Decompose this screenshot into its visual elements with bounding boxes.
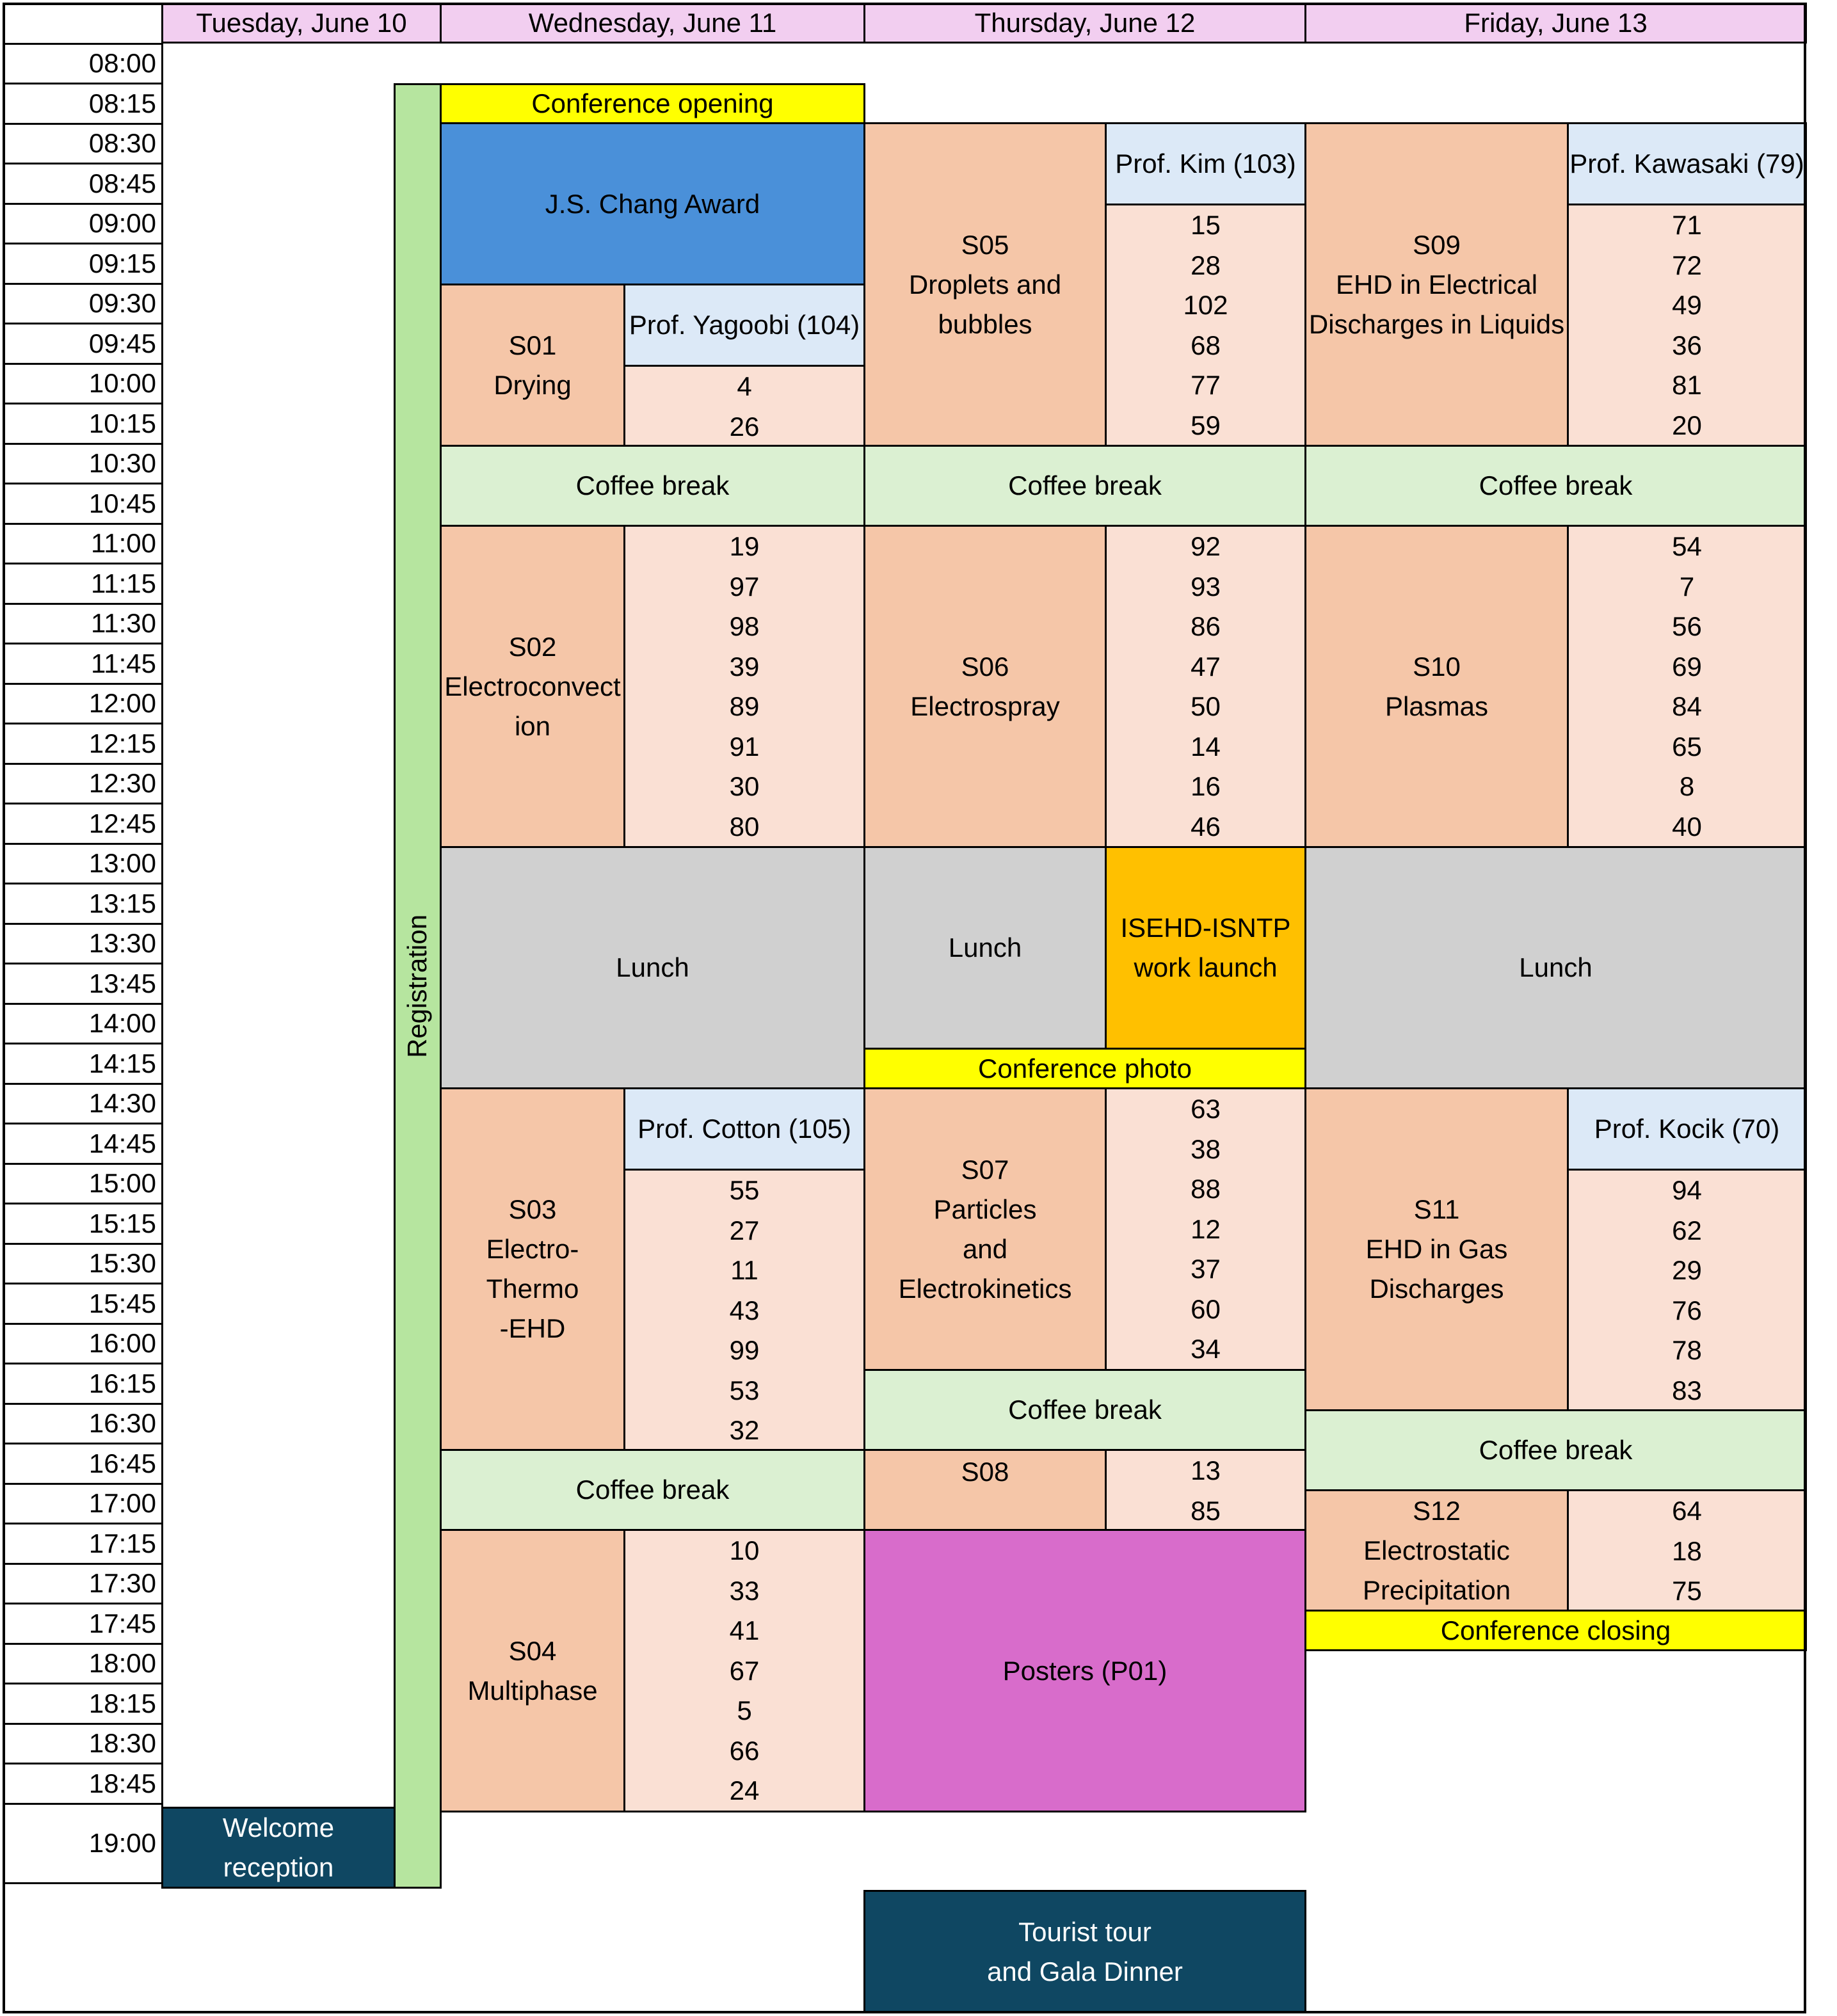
- line-item: Tourist tour: [1018, 1916, 1151, 1947]
- line-item: 98: [729, 611, 760, 641]
- line-item: 65: [1672, 731, 1702, 762]
- line-item: 7: [1679, 571, 1695, 602]
- conference-opening: Conference opening: [440, 83, 865, 124]
- chair-s11: Prof. Kocik (70): [1567, 1087, 1807, 1171]
- line-item: 85: [1191, 1495, 1221, 1526]
- time-label: 14:30: [3, 1083, 163, 1125]
- time-label: 10:15: [3, 403, 163, 445]
- line-item: 80: [729, 811, 760, 842]
- registration-bar: [394, 83, 442, 1889]
- line-item: 50: [1191, 691, 1221, 721]
- talks-s12: [1567, 1489, 1807, 1612]
- line-item: reception: [223, 1852, 334, 1882]
- session-s09: [1304, 122, 1569, 447]
- line-item: 14: [1191, 731, 1221, 762]
- line-item: 56: [1672, 611, 1702, 641]
- line-item: 55: [729, 1175, 760, 1205]
- line-item: 60: [1191, 1293, 1221, 1324]
- time-label: 16:15: [3, 1363, 163, 1405]
- day-header-friday: Friday, June 13: [1304, 3, 1807, 44]
- line-item: 99: [729, 1335, 760, 1365]
- time-label: 18:15: [3, 1683, 163, 1725]
- day-header-wednesday: Wednesday, June 11: [440, 3, 865, 44]
- line-item: 41: [729, 1615, 760, 1645]
- talks-s09: [1567, 204, 1807, 447]
- time-label: 08:00: [3, 43, 163, 85]
- time-label: 16:00: [3, 1323, 163, 1365]
- talks-s01: [623, 365, 865, 447]
- line-item: 16: [1191, 771, 1221, 801]
- line-item: 93: [1191, 571, 1221, 602]
- conference-photo: Conference photo: [863, 1048, 1306, 1089]
- line-item: EHD in Electrical: [1335, 269, 1538, 300]
- line-item: 47: [1191, 651, 1221, 682]
- day-header-thursday: Thursday, June 12: [863, 3, 1306, 44]
- chair-s05: Prof. Kim (103): [1105, 122, 1306, 205]
- session-s05: [863, 122, 1107, 447]
- line-item: 36: [1672, 330, 1702, 360]
- time-label: 18:30: [3, 1723, 163, 1765]
- lunch-thu: Lunch: [863, 846, 1107, 1050]
- talks-s02: [623, 525, 865, 848]
- talks-s03: [623, 1169, 865, 1451]
- time-label: 14:00: [3, 1003, 163, 1045]
- line-item: Electrostatic: [1363, 1535, 1510, 1565]
- coffee-break-fri-2: Coffee break: [1304, 1409, 1807, 1491]
- session-s10: [1304, 525, 1569, 848]
- coffee-break-thu-1: Coffee break: [863, 445, 1306, 527]
- line-item: S05: [961, 229, 1009, 260]
- time-label: 15:00: [3, 1163, 163, 1205]
- tourist-tour-gala-dinner: [863, 1890, 1306, 2013]
- line-item: 89: [729, 691, 760, 721]
- line-item: 30: [729, 771, 760, 801]
- coffee-break-wed-1: Coffee break: [440, 445, 865, 527]
- time-label: 09:00: [3, 203, 163, 245]
- line-item: 53: [729, 1375, 760, 1405]
- line-item: Electrospray: [910, 691, 1060, 721]
- talks-s10: [1567, 525, 1807, 848]
- line-item: Welcome: [222, 1812, 335, 1843]
- time-label: 13:30: [3, 923, 163, 965]
- line-item: work launch: [1134, 952, 1278, 982]
- line-item: 40: [1672, 811, 1702, 842]
- line-item: Precipitation: [1362, 1574, 1511, 1605]
- time-label: 11:45: [3, 643, 163, 685]
- line-item: 94: [1672, 1175, 1702, 1205]
- time-label: 17:45: [3, 1603, 163, 1645]
- line-item: 38: [1191, 1133, 1221, 1164]
- line-item: 68: [1191, 330, 1221, 360]
- session-s07: [863, 1087, 1107, 1371]
- line-item: Thermo: [486, 1274, 579, 1304]
- line-item: Electrokinetics: [898, 1273, 1072, 1304]
- time-label: 19:00: [3, 1803, 163, 1884]
- line-item: 54: [1672, 531, 1702, 561]
- line-item: 39: [729, 651, 760, 682]
- time-label: 12:45: [3, 803, 163, 845]
- line-item: 26: [729, 411, 760, 442]
- line-item: 33: [729, 1575, 760, 1606]
- time-label: 09:15: [3, 243, 163, 285]
- time-label: 14:45: [3, 1123, 163, 1165]
- time-label: 09:45: [3, 323, 163, 365]
- coffee-break-fri-1: Coffee break: [1304, 445, 1807, 527]
- line-item: S12: [1413, 1495, 1461, 1526]
- session-s03: [440, 1087, 625, 1451]
- isehd-isntp-work-launch: [1105, 846, 1306, 1050]
- time-label: 08:45: [3, 163, 163, 205]
- line-item: 91: [729, 731, 760, 762]
- line-item: 24: [729, 1775, 760, 1805]
- time-label: 10:45: [3, 483, 163, 525]
- line-item: 83: [1672, 1375, 1702, 1405]
- line-item: 20: [1672, 410, 1702, 440]
- session-s06: [863, 525, 1107, 848]
- time-label: 13:15: [3, 883, 163, 925]
- time-label: 10:30: [3, 443, 163, 485]
- line-item: 59: [1191, 410, 1221, 440]
- talks-s04: [623, 1529, 865, 1812]
- time-label: 11:30: [3, 603, 163, 645]
- line-item: 92: [1191, 531, 1221, 561]
- line-item: 64: [1672, 1496, 1702, 1526]
- line-item: EHD in Gas: [1365, 1234, 1508, 1264]
- line-item: 13: [1191, 1455, 1221, 1485]
- lunch-fri: Lunch: [1304, 846, 1807, 1089]
- time-label: 18:00: [3, 1643, 163, 1685]
- session-s01: [440, 284, 625, 447]
- time-label: 18:45: [3, 1763, 163, 1805]
- time-label: 08:30: [3, 123, 163, 165]
- line-item: S07: [961, 1154, 1009, 1185]
- line-item: 62: [1672, 1215, 1702, 1245]
- line-item: 43: [729, 1295, 760, 1325]
- line-item: 15: [1191, 210, 1221, 240]
- line-item: bubbles: [938, 308, 1032, 339]
- line-item: and: [962, 1233, 1008, 1264]
- line-item: S04: [508, 1635, 557, 1666]
- line-item: 69: [1672, 651, 1702, 682]
- chair-s01: Prof. Yagoobi (104): [623, 284, 865, 367]
- line-item: Electro-: [486, 1234, 579, 1264]
- line-item: -EHD: [499, 1313, 566, 1343]
- line-item: 78: [1672, 1335, 1702, 1365]
- day-header-tuesday: Tuesday, June 10: [161, 3, 442, 44]
- line-item: 12: [1191, 1213, 1221, 1244]
- line-item: Multiphase: [467, 1675, 598, 1706]
- session-s02: [440, 525, 625, 848]
- time-label: 16:30: [3, 1403, 163, 1445]
- time-label: 11:15: [3, 563, 163, 605]
- line-item: 86: [1191, 611, 1221, 641]
- session-s04: [440, 1529, 625, 1812]
- time-label: 13:00: [3, 843, 163, 885]
- time-label: 14:15: [3, 1043, 163, 1085]
- line-item: 8: [1679, 771, 1695, 801]
- talks-s08: [1105, 1449, 1306, 1531]
- line-item: and Gala Dinner: [987, 1956, 1183, 1987]
- registration-label: Registration: [402, 914, 433, 1058]
- talks-s11: [1567, 1169, 1807, 1411]
- line-item: 97: [729, 571, 760, 602]
- coffee-break-thu-2: Coffee break: [863, 1369, 1306, 1451]
- line-item: ion: [514, 710, 551, 741]
- line-item: ISEHD-ISNTP: [1120, 913, 1291, 943]
- time-label: 15:30: [3, 1243, 163, 1285]
- line-item: 11: [730, 1255, 758, 1285]
- line-item: 27: [729, 1215, 760, 1245]
- line-item: Electroconvect: [444, 671, 621, 701]
- line-item: Plasmas: [1384, 691, 1489, 721]
- talks-s07: [1105, 1087, 1306, 1371]
- line-item: 10: [729, 1535, 760, 1565]
- time-label: 11:00: [3, 523, 163, 565]
- line-item: 75: [1672, 1576, 1702, 1606]
- line-item: 81: [1672, 370, 1702, 400]
- line-item: Discharges in Liquids: [1308, 308, 1565, 339]
- chair-s09: Prof. Kawasaki (79): [1567, 122, 1807, 205]
- line-item: 72: [1672, 250, 1702, 280]
- posters-p01: Posters (P01): [863, 1529, 1306, 1812]
- coffee-break-wed-2: Coffee break: [440, 1449, 865, 1531]
- line-item: 19: [729, 531, 760, 561]
- talks-s05: [1105, 204, 1306, 447]
- time-label: 08:15: [3, 83, 163, 125]
- line-item: S09: [1413, 229, 1461, 260]
- chair-s03: Prof. Cotton (105): [623, 1087, 865, 1171]
- time-label: 16:45: [3, 1443, 163, 1485]
- line-item: S06: [961, 651, 1009, 682]
- lunch-wed: Lunch: [440, 846, 865, 1089]
- line-item: S02: [508, 631, 557, 662]
- line-item: 88: [1191, 1174, 1221, 1204]
- line-item: 77: [1191, 370, 1221, 400]
- line-item: 32: [729, 1415, 760, 1445]
- time-label: 15:45: [3, 1283, 163, 1325]
- line-item: 71: [1672, 210, 1702, 240]
- line-item: 28: [1191, 250, 1221, 280]
- line-item: 5: [737, 1695, 752, 1725]
- line-item: S03: [508, 1194, 557, 1224]
- time-label: 17:15: [3, 1523, 163, 1565]
- line-item: 37: [1191, 1254, 1221, 1284]
- line-item: 102: [1183, 290, 1228, 320]
- talks-s06: [1105, 525, 1306, 848]
- line-item: 49: [1672, 290, 1702, 320]
- line-item: 46: [1191, 811, 1221, 842]
- line-item: 18: [1672, 1535, 1702, 1566]
- time-label: 13:45: [3, 963, 163, 1005]
- time-label: 10:00: [3, 363, 163, 405]
- session-s12: [1304, 1489, 1569, 1612]
- line-item: 66: [729, 1735, 760, 1766]
- line-item: 63: [1191, 1094, 1221, 1124]
- time-label: 15:15: [3, 1203, 163, 1245]
- time-label: 17:30: [3, 1563, 163, 1605]
- line-item: S11: [1413, 1194, 1460, 1224]
- line-item: S10: [1413, 651, 1461, 682]
- session-s11: [1304, 1087, 1569, 1411]
- line-item: Discharges: [1369, 1274, 1504, 1304]
- line-item: 67: [729, 1655, 760, 1686]
- js-chang-award: J.S. Chang Award: [440, 122, 865, 285]
- welcome-reception: [161, 1807, 396, 1889]
- line-item: 4: [737, 371, 752, 401]
- time-label: 12:15: [3, 723, 163, 765]
- session-s08: S08: [863, 1449, 1107, 1531]
- time-label: 09:30: [3, 283, 163, 325]
- line-item: 29: [1672, 1255, 1702, 1285]
- line-item: S01: [508, 330, 557, 360]
- line-item: Particles: [933, 1194, 1037, 1224]
- time-label: 12:30: [3, 763, 163, 805]
- line-item: 84: [1672, 691, 1702, 721]
- line-item: 34: [1191, 1334, 1221, 1364]
- line-item: Drying: [493, 369, 572, 400]
- time-label: 12:00: [3, 683, 163, 725]
- line-item: Droplets and: [908, 269, 1062, 300]
- conference-closing: Conference closing: [1304, 1610, 1807, 1651]
- line-item: 76: [1672, 1295, 1702, 1325]
- time-label: 17:00: [3, 1483, 163, 1525]
